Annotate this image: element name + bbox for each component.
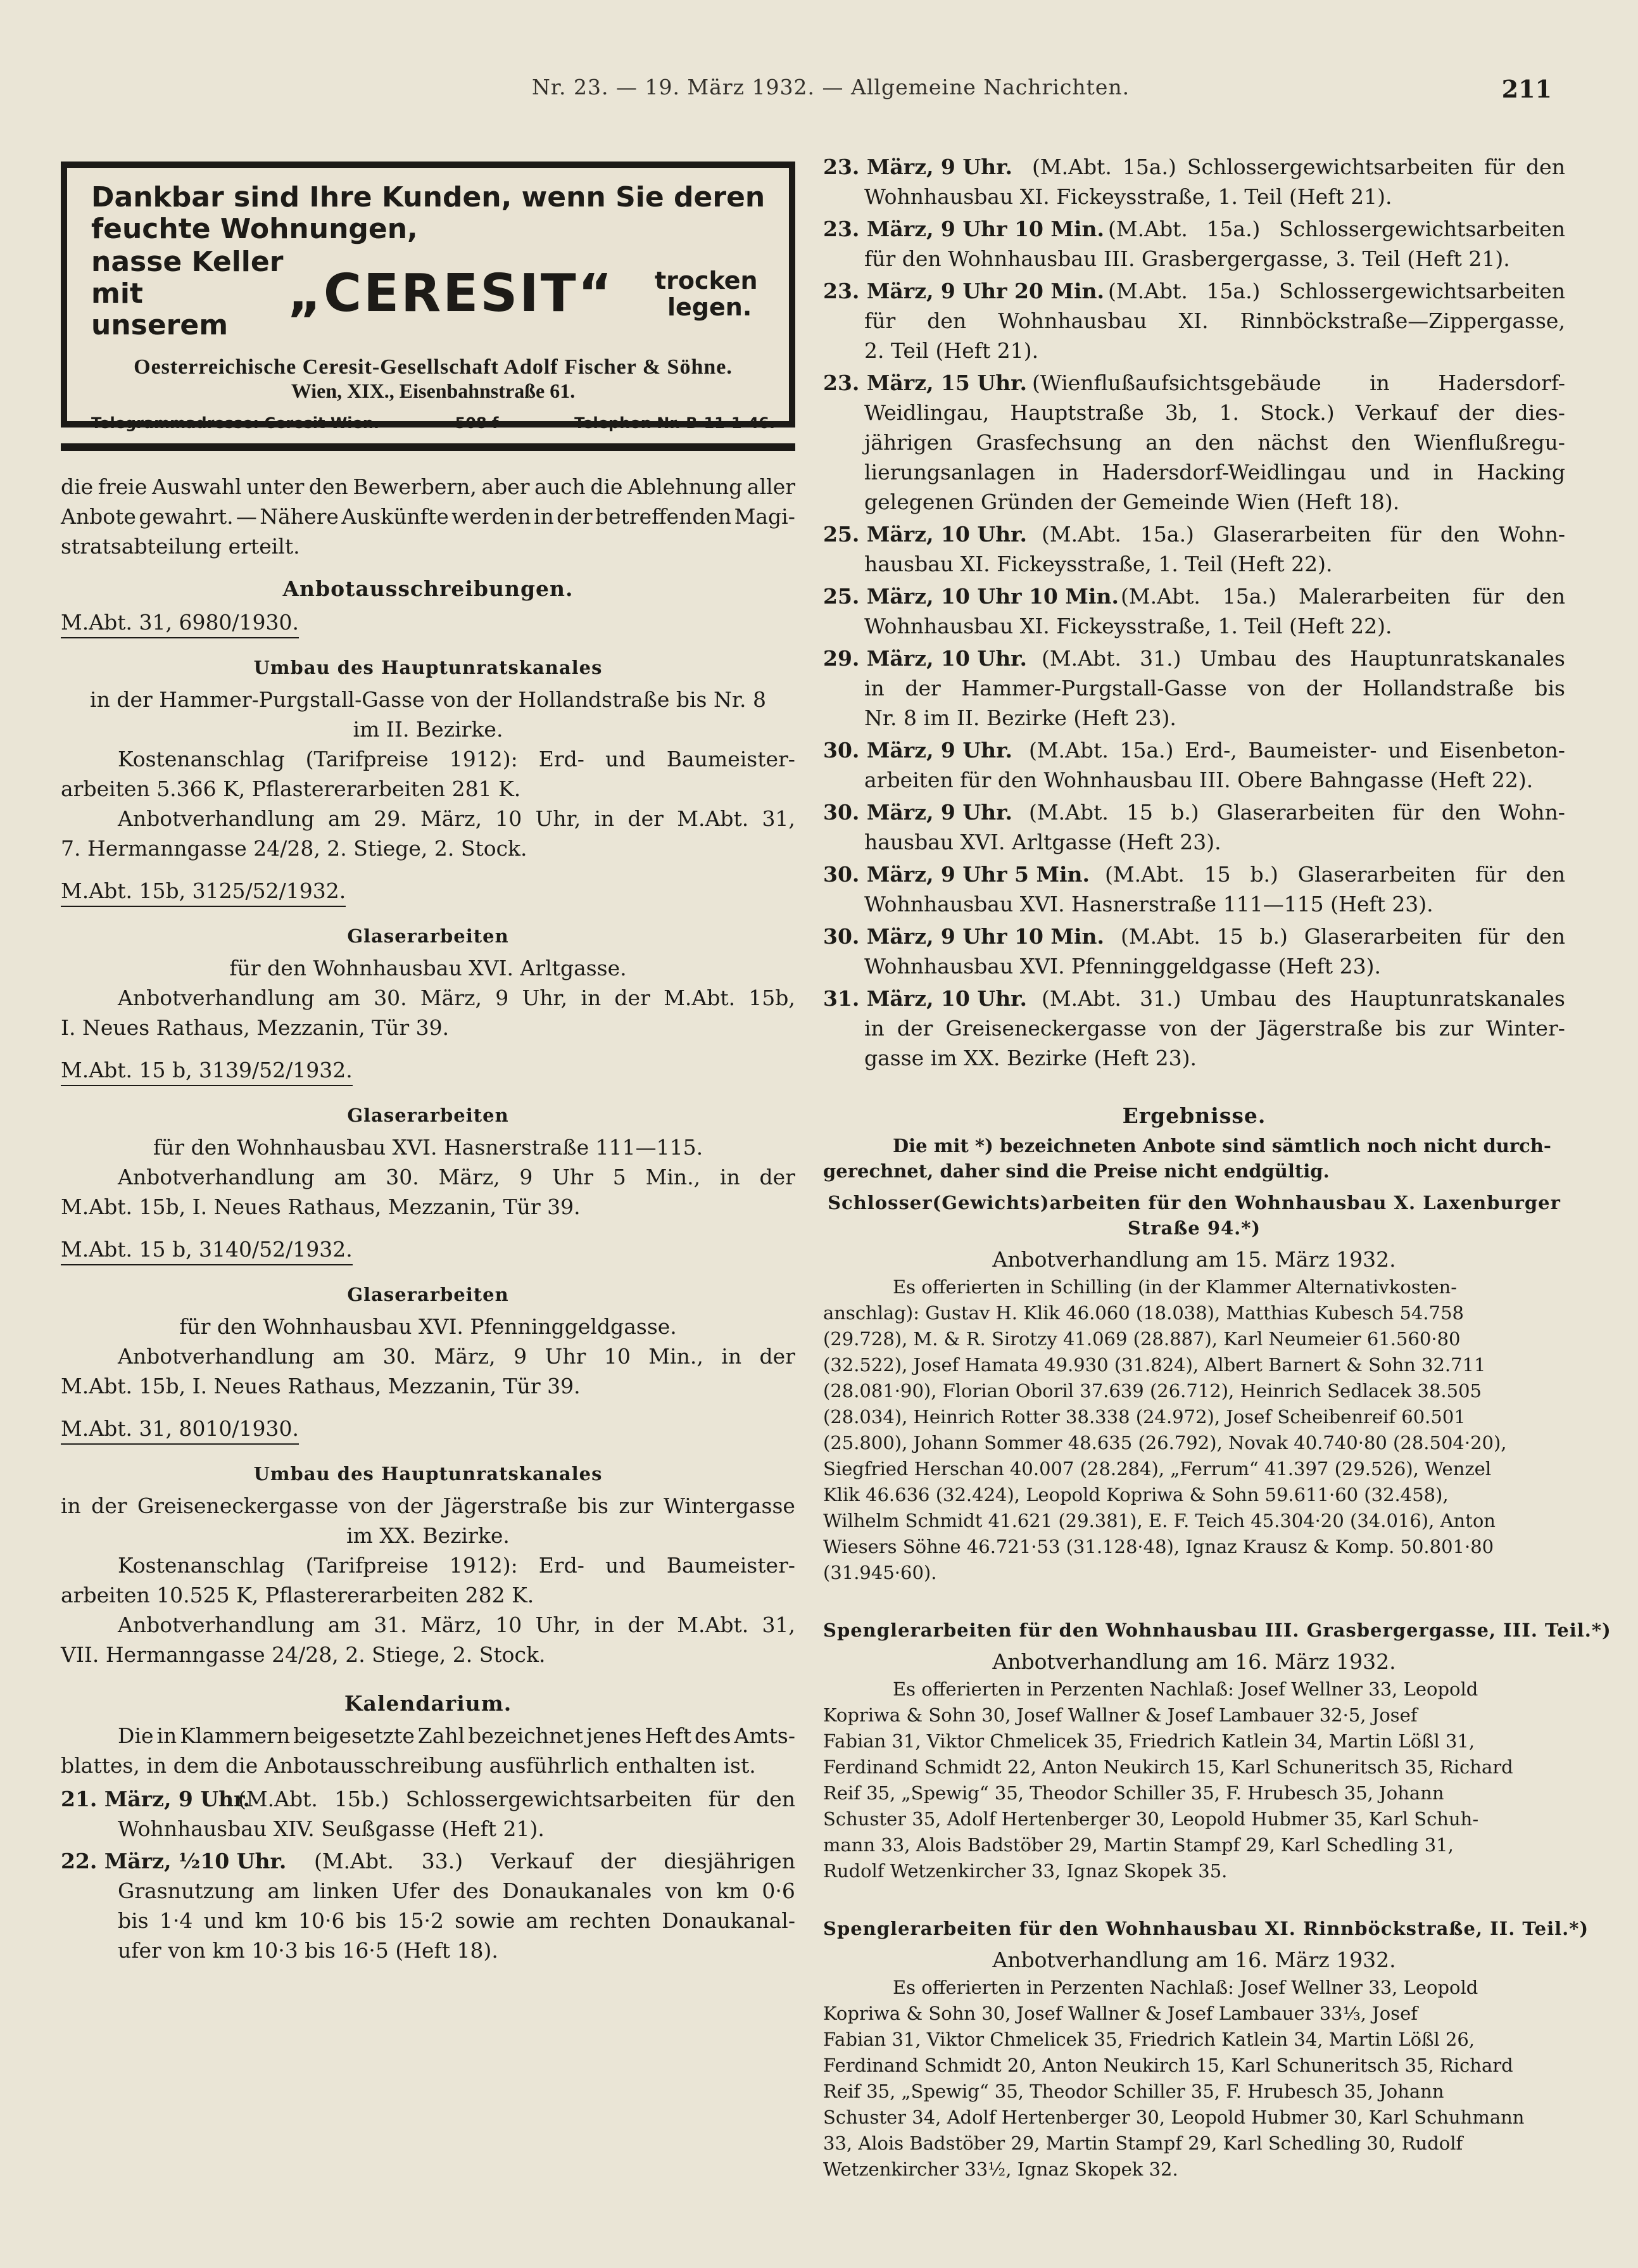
entry-line: 7. Hermanngasse 24/28, 2. Stiege, 2. Stock. [61, 836, 527, 861]
calendar-line: (M.Abt. 15a.) Glaserarbeiten für den Wohn- [1042, 522, 1565, 547]
result-line: (29.728), M. & R. Sirotzy 41.069 (28.887), Karl Neumeier 61.560·80 [823, 1328, 1461, 1350]
result-title: Straße 94.*) [1127, 1217, 1261, 1239]
calendar-date: 23. März, 9 Uhr. [823, 155, 1012, 179]
calendar-line: Wohnhausbau XIV. Seußgasse (Heft 21). [118, 1816, 545, 1841]
calendar-line: (M.Abt. 15a.) Schlossergewichtsarbeiten [1108, 217, 1565, 241]
ad-side-2: legen. [667, 293, 752, 321]
result-line: Wilhelm Schmidt 41.621 (29.381), E. F. Teich 45.304·20 (34.016), Anton [823, 1510, 1496, 1531]
result-line: mann 33, Alois Badstöber 29, Martin Stampf 29, Karl Schedling 31, [823, 1834, 1454, 1856]
ad-line-3: nasse Keller [91, 246, 284, 278]
result-line: Ferdinand Schmidt 20, Anton Neukirch 15, Karl Schuneritsch 35, Richard [823, 2055, 1513, 2076]
result-title: Spenglerarbeiten für den Wohnhausbau III. Grasbergergasse, III. Teil.*) [823, 1619, 1611, 1641]
ad-line-1: Dankbar sind Ihre Kunden, wenn Sie deren [91, 181, 765, 213]
calendar-line: (M.Abt. 31.) Umbau des Hauptunratskanales [1042, 986, 1565, 1011]
result-title: Schlosser(Gewichts)arbeiten für den Wohnhausbau X. Laxenburger [828, 1192, 1561, 1213]
ad-telegram: Telegrammadresse: Ceresit Wien. [91, 414, 380, 432]
entry-title: Umbau des Hauptunratskanales [253, 657, 603, 678]
calendar-line: (M.Abt. 33.) Verkauf der diesjährigen [314, 1849, 795, 1873]
entry-line: Anbotverhandlung am 30. März, 9 Uhr 5 Min., in der [118, 1165, 795, 1189]
result-line: Schuster 35, Adolf Hertenberger 30, Leopold Hubmer 35, Karl Schuh- [823, 1808, 1479, 1830]
calendar-title: Kalendarium. [344, 1691, 512, 1716]
result-line: Es offerierten in Schilling (in der Klammer Alternativkosten- [893, 1276, 1458, 1298]
entry-line: arbeiten 10.525 K, Pflastererarbeiten 282 K. [61, 1583, 534, 1607]
page-header: Nr. 23. — 19. März 1932. — Allgemeine Nachrichten. [532, 75, 1130, 99]
entry-line: in der Hammer-Purgstall-Gasse von der Hollandstraße bis Nr. 8 [90, 687, 766, 712]
results-note-line: Die mit *) bezeichneten Anbote sind sämtlich noch nicht durch- [893, 1135, 1551, 1156]
entry-title: Glaserarbeiten [347, 1284, 509, 1305]
reference-number: M.Abt. 31, 6980/1930. [61, 607, 299, 638]
result-line: Reif 35, „Spewig“ 35, Theodor Schiller 35, F. Hrubesch 35, Johann [823, 1782, 1444, 1804]
ad-phone: Telephon Nr. B-11-1-46. [574, 414, 775, 432]
result-line: Ferdinand Schmidt 22, Anton Neukirch 15, Karl Schuneritsch 35, Richard [823, 1756, 1513, 1778]
entry-line: Kostenanschlag (Tarifpreise 1912): Erd- und Baumeister- [118, 747, 795, 771]
calendar-line: für den Wohnhausbau III. Grasbergergasse, 3. Teil (Heft 21). [864, 246, 1510, 271]
entry-line: für den Wohnhausbau XVI. Arltgasse. [229, 956, 627, 980]
result-line: (25.800), Johann Sommer 48.635 (26.792), Novak 40.740·80 (28.504·20), [823, 1432, 1507, 1454]
calendar-line: hausbau XVI. Arltgasse (Heft 23). [864, 830, 1221, 854]
calendar-line: Wohnhausbau XVI. Hasnerstraße 111—115 (Heft 23). [864, 892, 1433, 916]
result-line: Fabian 31, Viktor Chmelicek 35, Friedrich Katlein 34, Martin Lößl 26, [823, 2029, 1475, 2050]
result-line: Fabian 31, Viktor Chmelicek 35, Friedrich Katlein 34, Martin Lößl 31, [823, 1730, 1475, 1752]
result-line: Wiesers Söhne 46.721·53 (31.128·48), Ignaz Krausz & Komp. 50.801·80 [823, 1536, 1494, 1557]
calendar-date: 25. März, 10 Uhr 10 Min. [823, 584, 1119, 609]
calendar-line: gasse im XX. Bezirke (Heft 23). [864, 1046, 1197, 1070]
calendar-line: hausbau XI. Fickeysstraße, 1. Teil (Heft 22). [864, 552, 1333, 576]
reference-number: M.Abt. 15 b, 3139/52/1932. [61, 1055, 353, 1086]
entry-line: M.Abt. 15b, I. Neues Rathaus, Mezzanin, Tür 39. [61, 1194, 581, 1219]
ad-line-2: feuchte Wohnungen, [91, 213, 418, 245]
calendar-date: 30. März, 9 Uhr. [823, 800, 1012, 825]
entry-line: für den Wohnhausbau XVI. Pfenninggeldgasse. [179, 1314, 677, 1339]
calendar-line: Wohnhausbau XI. Fickeysstraße, 1. Teil (Heft 22). [864, 614, 1392, 638]
calendar-date: 23. März, 15 Uhr. [823, 371, 1027, 395]
calendar-line: arbeiten für den Wohnhausbau III. Obere Bahngasse (Heft 22). [864, 768, 1534, 792]
result-line: Es offerierten in Perzenten Nachlaß: Josef Wellner 33, Leopold [893, 1678, 1478, 1700]
calendar-line: Nr. 8 im II. Bezirke (Heft 23). [864, 706, 1176, 730]
result-line: Kopriwa & Sohn 30, Josef Wallner & Josef Lambauer 33⅓, Josef [823, 2003, 1418, 2024]
entry-line: im II. Bezirke. [353, 717, 503, 742]
entry-line: in der Greiseneckergasse von der Jägerstraße bis zur Wintergasse [61, 1493, 795, 1518]
calendar-line: (Wienflußaufsichtsgebäude in Hadersdorf- [1032, 371, 1565, 395]
result-line: (28.034), Heinrich Rotter 38.338 (24.972), Josef Scheibenreif 60.501 [823, 1406, 1466, 1428]
intro-line: Anbote gewahrt. — Nähere Auskünfte werden in der betreffenden Magi- [61, 504, 795, 529]
ad-address: Wien, XIX., Eisenbahnstraße 61. [291, 379, 576, 402]
entry-line: Kostenanschlag (Tarifpreise 1912): Erd- und Baumeister- [118, 1553, 795, 1578]
ceresit-advertisement [61, 162, 795, 432]
calendar-line: (M.Abt. 15a.) Malerarbeiten für den [1121, 584, 1565, 609]
calendar-line: in der Greiseneckergasse von der Jägerstraße bis zur Winter- [864, 1016, 1565, 1041]
result-line: Reif 35, „Spewig“ 35, Theodor Schiller 35, F. Hrubesch 35, Johann [823, 2081, 1444, 2102]
calendar-line: gelegenen Gründen der Gemeinde Wien (Heft 18). [864, 490, 1400, 514]
entry-line: für den Wohnhausbau XVI. Hasnerstraße 111—115. [153, 1135, 703, 1160]
result-line: Kopriwa & Sohn 30, Josef Wallner & Josef Lambauer 32·5, Josef [823, 1704, 1418, 1726]
entry-line: arbeiten 5.366 K, Pflastererarbeiten 281 K. [61, 776, 521, 801]
calendar-line: (M.Abt. 15 b.) Glaserarbeiten für den [1121, 924, 1565, 949]
entry-title: Glaserarbeiten [347, 925, 509, 947]
calendar-line: für den Wohnhausbau XI. Rinnböckstraße—Zippergasse, [864, 308, 1565, 333]
intro-line: die freie Auswahl unter den Bewerbern, aber auch die Ablehnung aller [61, 474, 795, 499]
calendar-line: Wohnhausbau XI. Fickeysstraße, 1. Teil (Heft 21). [864, 184, 1392, 209]
ad-brand-name: „CERESIT“ [287, 263, 614, 324]
entry-title: Umbau des Hauptunratskanales [253, 1463, 603, 1485]
calendar-date: 25. März, 10 Uhr. [823, 522, 1027, 547]
calendar-date: 30. März, 9 Uhr 5 Min. [823, 862, 1090, 887]
result-date: Anbotverhandlung am 16. März 1932. [992, 1649, 1396, 1674]
entry-line: VII. Hermanngasse 24/28, 2. Stiege, 2. Stock. [61, 1642, 546, 1667]
result-line: 33, Alois Badstöber 29, Martin Stampf 29, Karl Schedling 30, Rudolf [823, 2132, 1463, 2154]
calendar-line: (M.Abt. 31.) Umbau des Hauptunratskanales [1042, 646, 1565, 671]
entry-line: Anbotverhandlung am 29. März, 10 Uhr, in der M.Abt. 31, [118, 806, 795, 831]
calendar-date: 30. März, 9 Uhr. [823, 738, 1012, 763]
entry-line: M.Abt. 15b, I. Neues Rathaus, Mezzanin, Tür 39. [61, 1374, 581, 1398]
calendar-line: bis 1·4 und km 10·6 bis 15·2 sowie am rechten Donaukanal- [118, 1908, 795, 1933]
result-line: Klik 46.636 (32.424), Leopold Kopriwa & Sohn 59.611·60 (32.458), [823, 1484, 1449, 1505]
ad-line-4: mit unserem [91, 277, 229, 341]
result-line: Schuster 34, Adolf Hertenberger 30, Leopold Hubmer 30, Karl Schuhmann [823, 2106, 1525, 2128]
result-line: Rudolf Wetzenkircher 33, Ignaz Skopek 35. [823, 1860, 1228, 1882]
reference-number: M.Abt. 15b, 3125/52/1932. [61, 876, 346, 907]
result-line: Wetzenkircher 33½, Ignaz Skopek 32. [823, 2158, 1178, 2180]
result-line: (28.081·90), Florian Oboril 37.639 (26.712), Heinrich Sedlacek 38.505 [823, 1380, 1482, 1402]
calendar-line: (M.Abt. 15 b.) Glaserarbeiten für den Wohn- [1029, 800, 1565, 825]
calendar-line: Grasnutzung am linken Ufer des Donaukanales von km 0·6 [118, 1878, 795, 1903]
calendar-intro-line: Die in Klammern beigesetzte Zahl bezeichnet jenes Heft des Amts- [118, 1723, 795, 1748]
calendar-line: (M.Abt. 15b.) Schlossergewichtsarbeiten für den [238, 1787, 795, 1811]
result-date: Anbotverhandlung am 15. März 1932. [992, 1247, 1396, 1272]
entry-line: im XX. Bezirke. [346, 1523, 510, 1548]
entry-title: Glaserarbeiten [347, 1105, 509, 1126]
result-line: Es offerierten in Perzenten Nachlaß: Josef Wellner 33, Leopold [893, 1977, 1478, 1998]
calendar-line: (M.Abt. 15a.) Schlossergewichtsarbeiten [1108, 279, 1565, 303]
entry-line: Anbotverhandlung am 31. März, 10 Uhr, in der M.Abt. 31, [118, 1612, 795, 1637]
calendar-line: lierungsanlagen in Hadersdorf-Weidlingau und in Hacking [864, 460, 1565, 485]
ad-code: 508 f [455, 414, 499, 432]
calendar-line: (M.Abt. 15a.) Erd-, Baumeister- und Eisenbeton- [1029, 738, 1565, 763]
calendar-line: 2. Teil (Heft 21). [864, 338, 1039, 363]
result-line: (31.945·60). [823, 1562, 937, 1583]
result-date: Anbotverhandlung am 16. März 1932. [992, 1948, 1396, 1972]
calendar-date: 23. März, 9 Uhr 20 Min. [823, 279, 1104, 303]
calendar-date: 21. März, 9 Uhr. [61, 1787, 250, 1811]
calendar-date: 22. März, ½10 Uhr. [61, 1849, 287, 1873]
page-number: 211 [1501, 75, 1552, 103]
entry-line: Anbotverhandlung am 30. März, 9 Uhr 10 Min., in der [118, 1344, 795, 1369]
result-line: Siegfried Herschan 40.007 (28.284), „Ferrum“ 41.397 (29.526), Wenzel [823, 1458, 1492, 1479]
entry-line: I. Neues Rathaus, Mezzanin, Tür 39. [61, 1015, 450, 1040]
calendar-date: 23. März, 9 Uhr 10 Min. [823, 217, 1104, 241]
results-note-line: gerechnet, daher sind die Preise nicht endgültig. [823, 1160, 1330, 1182]
result-line: anschlag): Gustav H. Klik 46.060 (18.038), Matthias Kubesch 54.758 [823, 1302, 1464, 1324]
calendar-line: in der Hammer-Purgstall-Gasse von der Hollandstraße bis [864, 676, 1565, 700]
calendar-date: 30. März, 9 Uhr 10 Min. [823, 924, 1104, 949]
calendar-line: (M.Abt. 15 b.) Glaserarbeiten für den [1105, 862, 1565, 887]
calendar-line: ufer von km 10·3 bis 16·5 (Heft 18). [118, 1938, 498, 1963]
reference-number: M.Abt. 31, 8010/1930. [61, 1414, 299, 1445]
section-title: Anbotausschreibungen. [282, 576, 574, 601]
result-title: Spenglerarbeiten für den Wohnhausbau XI. Rinnböckstraße, II. Teil.*) [823, 1918, 1589, 1939]
calendar-line: Weidlingau, Hauptstraße 3b, 1. Stock.) Verkauf der dies- [864, 400, 1565, 425]
calendar-line: Wohnhausbau XVI. Pfenninggeldgasse (Heft 23). [864, 954, 1381, 979]
intro-line: stratsabteilung erteilt. [61, 534, 300, 559]
calendar-intro-line: blattes, in dem die Anbotausschreibung ausführlich enthalten ist. [61, 1753, 756, 1778]
ad-divider [61, 443, 795, 451]
calendar-date: 29. März, 10 Uhr. [823, 646, 1027, 671]
calendar-date: 31. März, 10 Uhr. [823, 986, 1027, 1011]
entry-line: Anbotverhandlung am 30. März, 9 Uhr, in der M.Abt. 15b, [118, 985, 795, 1010]
calendar-line: (M.Abt. 15a.) Schlossergewichtsarbeiten für den [1032, 155, 1565, 179]
calendar-line: jährigen Grasfechsung an den nächst den Wienflußregu- [864, 430, 1565, 455]
results-title: Ergebnisse. [1122, 1103, 1266, 1128]
ad-side-1: trocken [655, 267, 758, 295]
ad-company: Oesterreichische Ceresit-Gesellschaft Adolf Fischer & Söhne. [134, 355, 733, 379]
reference-number: M.Abt. 15 b, 3140/52/1932. [61, 1234, 353, 1265]
result-line: (32.522), Josef Hamata 49.930 (31.824), Albert Barnert & Sohn 32.711 [823, 1354, 1486, 1376]
